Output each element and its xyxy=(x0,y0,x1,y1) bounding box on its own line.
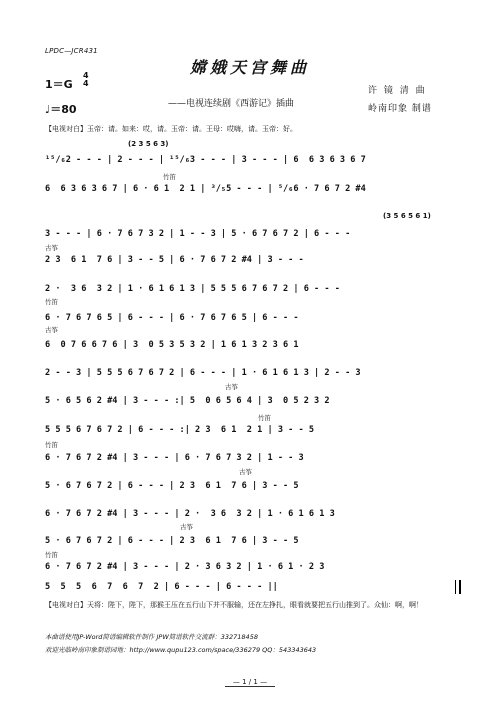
meter-top: 4 xyxy=(83,71,89,80)
key-signature: 1＝G xyxy=(45,78,73,91)
notation-line: 6 6 3 6 3 6 7 | 6 · 6 1 2 1 | ³/₅5 - - - | ⁵/₆6 · 7 6 7 2 #4 xyxy=(45,184,366,194)
notation-line: 2 3 6 1 7 6 | 3 - - 5 | 6 · 7 6 7 2 #4 | 3 - - - xyxy=(45,255,304,265)
ornament-mark: (3 5 6 5 6 1) xyxy=(383,212,431,220)
footer-website-note: 欢迎光临岭南印象制谱园地：http://www.qupu123.com/space/336279 QQ：543343643 xyxy=(45,646,317,654)
notation-line: 6 0 7 6 6 7 6 | 3 0 5 3 5 3 2 | 1 6 1 3 2 3 6 1 xyxy=(45,340,299,350)
page-number xyxy=(0,678,500,686)
transcriber-credit: 岭南印象 制谱 xyxy=(368,104,432,114)
composer-credit: 许 镜 清 曲 xyxy=(368,86,427,96)
page-number-text: — 1 / 1 — xyxy=(225,678,275,687)
notation-line: 6 · 7 6 7 2 #4 | 3 - - - | 2 · 3 6 3 2 | 1 · 6 1 · 2 3 xyxy=(45,562,325,572)
time-signature xyxy=(83,72,89,88)
notation-line: 6 · 7 6 7 2 #4 | 3 - - - | 2 · 3 6 3 2 | 1 · 6 1 6 1 3 xyxy=(45,509,335,519)
notation-line: 5 5 5 6 7 6 7 2 | 6 - - - | 6 - - - || xyxy=(45,582,278,592)
notation-line: 2 · 3 6 3 2 | 1 · 6 1 6 1 3 | 5 5 5 6 7 6 7 2 | 6 - - - xyxy=(45,284,340,294)
notation-line: 3 - - - | 6 · 7 6 7 3 2 | 1 - - 3 | 5 · 6 7 6 7 2 | 6 - - - xyxy=(45,229,351,239)
score-code: LPDC—JCR431 xyxy=(45,47,98,55)
footer-software-note: 本曲谱使用JP-Word简谱编辑软件制作 JPW简谱软件交流群：332718458 xyxy=(45,633,258,641)
instrument-label: 古筝 xyxy=(45,326,58,334)
dialogue-intro: 【电视对白】玉帝：请。如来：哎，请。玉帝：请。王母：哎嗨，请。玉帝：好。 xyxy=(45,125,297,133)
final-barline xyxy=(455,580,461,594)
meter-bottom: 4 xyxy=(83,79,89,88)
score-title: 嫦娥天宫舞曲 xyxy=(189,58,310,77)
notation-line: 6 · 7 6 7 6 5 | 6 - - - | 6 · 7 6 7 6 5 | 6 - - - xyxy=(45,313,299,323)
notation-line: 5 · 6 7 6 7 2 | 6 - - - | 2 3 6 1 7 6 | 3 - - 5 xyxy=(45,481,299,491)
instrument-label: 竹笛 xyxy=(163,173,176,181)
dialogue-ending: 【电视对白】天将：陛下，陛下，那猴王压在五行山下并不服输，还在左挣扎，眼看就要把五行山推到了。众仙：啊，啊！ xyxy=(45,601,423,609)
score-subtitle: ——电视连续剧《西游记》插曲 xyxy=(168,99,295,109)
notation-line: 5 5 5 6 7 6 7 2 | 6 - - - :| 2 3 6 1 2 1 | 3 - - 5 xyxy=(45,425,315,435)
notation-line: 6 · 7 6 7 2 #4 | 3 - - - | 6 · 7 6 7 3 2 | 1 - - 3 xyxy=(45,453,304,463)
instrument-label: 竹笛 xyxy=(45,551,58,559)
tempo-mark: ♩＝80 xyxy=(45,103,77,116)
instrument-label: 竹笛 xyxy=(45,298,58,306)
notation-line: 5 · 6 7 6 7 2 | 6 - - - | 2 3 6 1 7 6 | 3 - - 5 xyxy=(45,536,299,546)
notation-line: ¹⁵/₆2 - - - | 2 - - - | ¹⁵/₆3 - - - | 3 - - - | 6 6 3 6 3 6 7 xyxy=(45,155,366,165)
instrument-label: 古筝 xyxy=(239,468,252,476)
instrument-label: 竹笛 xyxy=(258,414,271,422)
instrument-label: 竹笛 xyxy=(45,441,58,449)
instrument-label: 古筝 xyxy=(225,383,238,391)
notation-line: 2 - - 3 | 5 5 5 6 7 6 7 2 | 6 - - - | 1 · 6 1 6 1 3 | 2 - - 3 xyxy=(45,368,361,378)
ornament-mark: (2 3 5 6 3) xyxy=(128,140,169,148)
instrument-label: 古筝 xyxy=(180,523,193,531)
notation-line: 5 · 6 5 6 2 #4 | 3 - - - :| 5 0 6 5 6 4 | 3 0 5 2 3 2 xyxy=(45,396,330,406)
instrument-label: 古筝 xyxy=(45,244,58,252)
